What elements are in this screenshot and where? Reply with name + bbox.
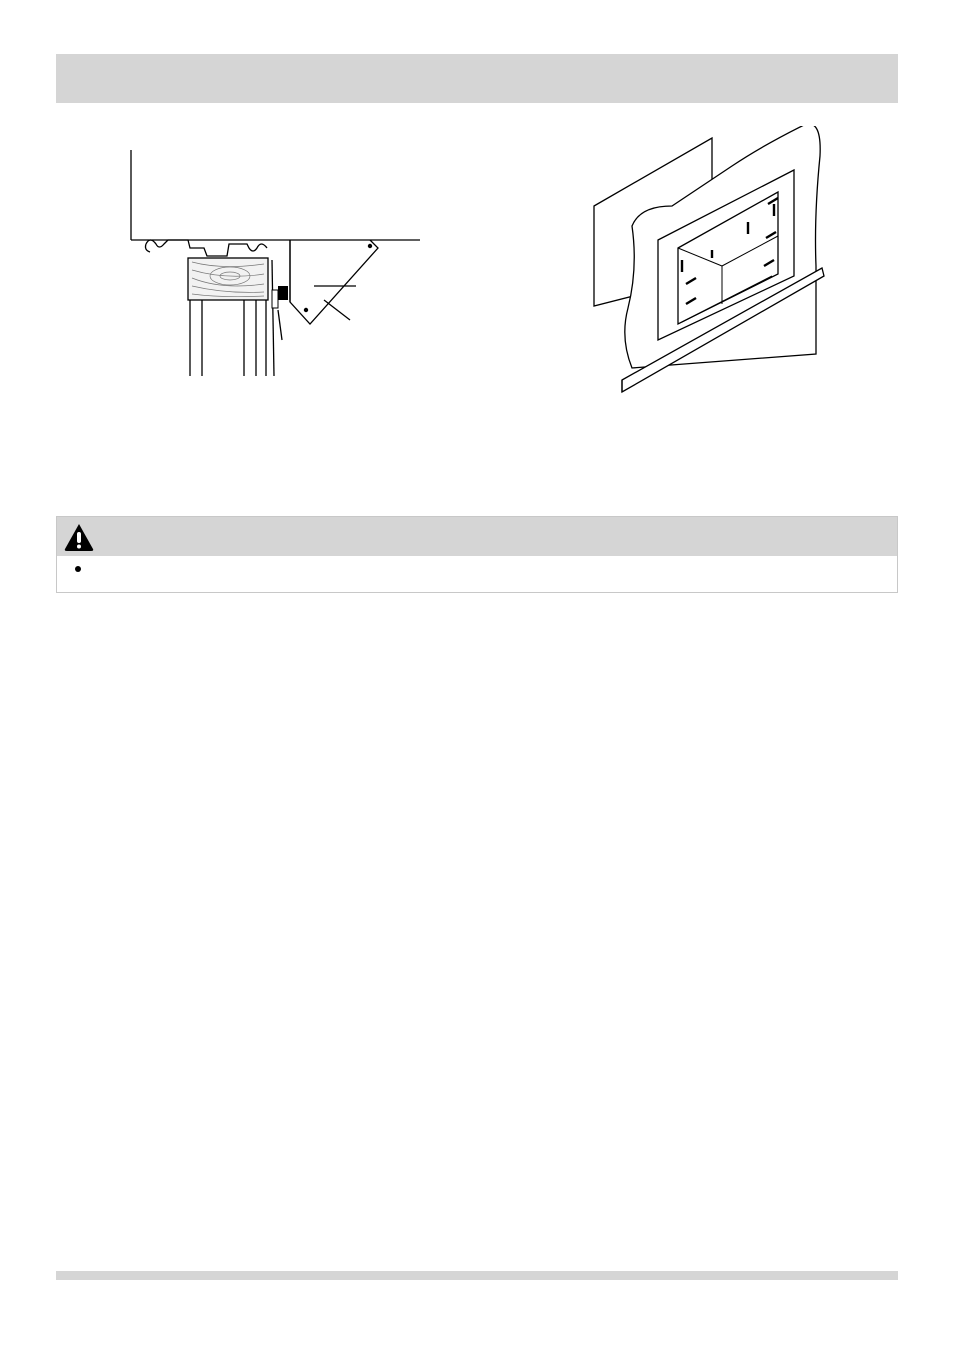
footer-bar: [56, 1271, 898, 1280]
warning-triangle-icon: [63, 522, 95, 552]
cross-section-diagram: [118, 140, 428, 380]
header-bar: [56, 54, 898, 103]
warning-box: [56, 516, 898, 593]
warning-header: [57, 517, 897, 556]
warning-bullet: [75, 566, 81, 572]
cabinet-frame-diagram: [582, 126, 832, 396]
